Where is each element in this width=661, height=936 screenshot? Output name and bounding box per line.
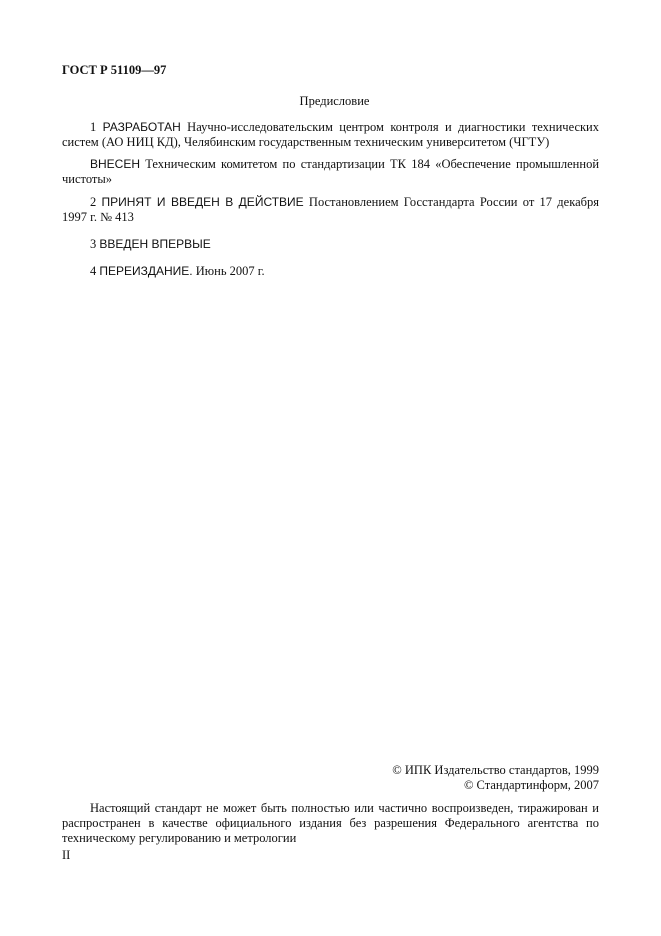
paragraph-number: 4: [90, 264, 97, 278]
page-number: II: [62, 848, 71, 862]
paragraph-introduced-by: [62, 157, 599, 187]
paragraph-lead: ВВЕДЕН ВПЕРВЫЕ: [99, 237, 211, 251]
paragraph-number: 3: [90, 237, 97, 251]
standard-code: ГОСТ Р 51109—97: [62, 63, 167, 77]
paragraph-developed-by: [62, 120, 599, 150]
paragraph-text: Июнь 2007 г.: [195, 264, 265, 278]
reproduction-notice: Настоящий стандарт не может быть полностью или частично воспроизведен, тиражирован и распространен в качестве официального издания без разрешения Федерального агентства по техническому регулированию и метрологии: [62, 801, 599, 845]
paragraph-reissue: [62, 264, 599, 279]
paragraph-text: Техническим комитетом по стандартизации ТК 184 «Обеспечение промышленной чистоты»: [62, 157, 600, 186]
paragraph-lead: ПЕРЕИЗДАНИЕ.: [99, 264, 193, 278]
paragraph-lead: ПРИНЯТ И ВВЕДЕН В ДЕЙСТВИЕ: [101, 195, 304, 209]
paragraph-number: 2: [90, 195, 97, 209]
paragraph-lead: РАЗРАБОТАН: [102, 120, 181, 134]
paragraph-lead: ВНЕСЕН: [90, 157, 141, 171]
paragraph-text: Научно-исследовательским центром контроля и диагностики технических систем (АО НИЦ КД), Челябинским государственным техническим университетом (ЧГТУ): [62, 120, 600, 149]
copyright-line-standartinform: © Стандартинформ, 2007: [463, 778, 599, 792]
paragraph-adopted: [62, 195, 599, 225]
page-title: Предисловие: [299, 94, 370, 108]
paragraph-text: Постановлением Госстандарта России от 17 декабря 1997 г. № 413: [62, 195, 599, 224]
paragraph-number: 1: [90, 120, 97, 134]
paragraph-first-introduced: [62, 237, 599, 252]
copyright-line-publisher: © ИПК Издательство стандартов, 1999: [392, 763, 599, 777]
